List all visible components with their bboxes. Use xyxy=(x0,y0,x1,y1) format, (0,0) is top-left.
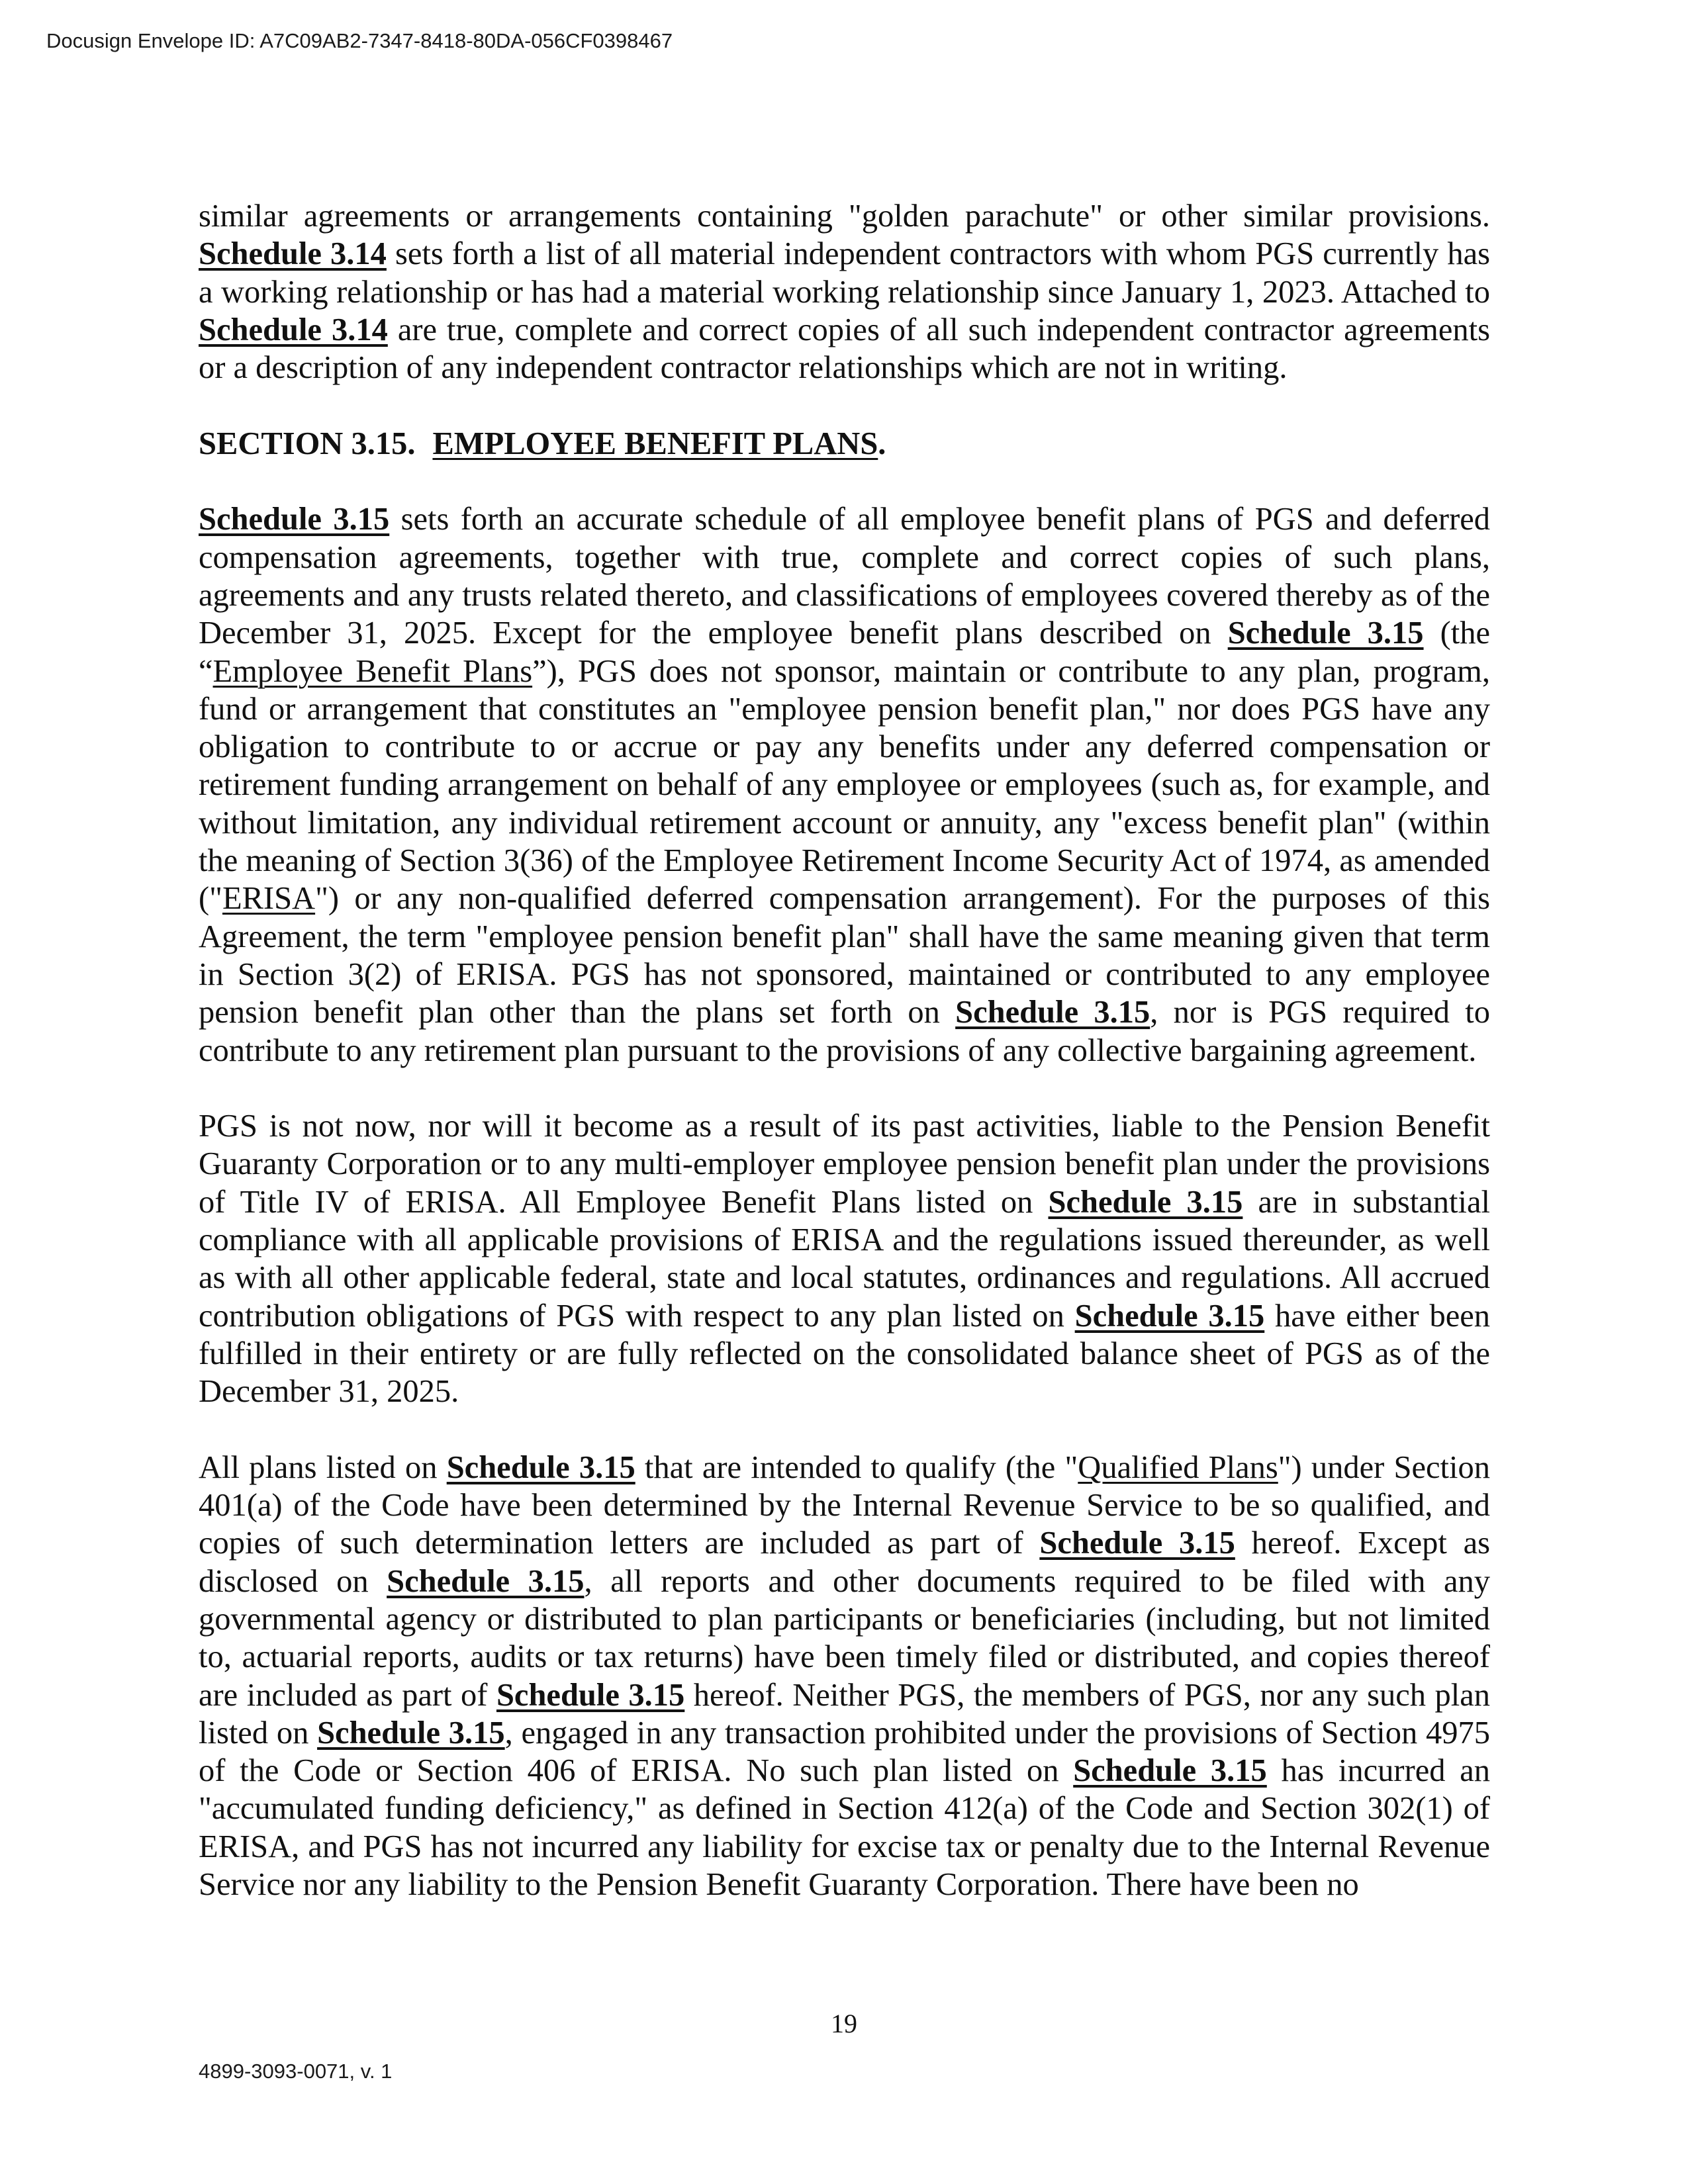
text-segment: , nor is PGS required to contribute to any retirement plan pursuant to the provisions of any collective bargaining agreement. xyxy=(199,995,1490,1068)
schedule-reference: Schedule 3.15 xyxy=(496,1677,685,1713)
section-number: SECTION 3.15. xyxy=(199,426,416,461)
text-segment: hereof. Neither PGS, the members of PGS, nor any such plan listed on xyxy=(199,1677,1490,1751)
text-segment: All plans listed on xyxy=(199,1449,447,1485)
schedule-reference: Schedule 3.15 xyxy=(955,995,1150,1030)
defined-term: Qualified Plans xyxy=(1078,1449,1278,1485)
schedule-reference: Schedule 3.15 xyxy=(446,1449,635,1485)
text-segment: hereof. Except as disclosed on xyxy=(199,1525,1490,1599)
defined-term: Employee Benefit Plans xyxy=(212,653,533,689)
text-segment: ") under Section 401(a) of the Code have been determined by the Internal Revenue Service to be so qualified, and copies of such determination letters are included as part of xyxy=(199,1449,1490,1561)
schedule-reference: Schedule 3.15 xyxy=(1039,1525,1235,1561)
text-segment: sets forth an accurate schedule of all employee benefit plans of PGS and deferred compensation agreements, together with true, complete and correct copies of such plans, agreements and any trusts related thereto, and classifications of employees covered thereby as of the December 31, 2025. Except for the employee benefit plans described on xyxy=(199,502,1491,651)
text-segment: , engaged in any transaction prohibited under the provisions of Section 4975 of the Code or Section 406 of ERISA. No such plan listed on xyxy=(199,1715,1490,1789)
text-segment: , all reports and other documents required to be filed with any governmental agency or distributed to plan participants or beneficiaries (including, but not limited to, actuarial reports, audits or tax returns) have been timely filed or distributed, and copies thereof are included as part of xyxy=(199,1563,1490,1713)
text-segment: are true, complete and correct copies of all such independent contractor agreements or a description of any independent contractor relationships which are not in writing. xyxy=(199,312,1490,386)
text-segment: PGS is not now, nor will it become as a result of its past activities, liable to the Pension Benefit Guaranty Corporation or to any multi-employer employee pension benefit plan under the provisions of Title IV of ERISA. All Employee Benefit Plans listed on xyxy=(199,1109,1490,1220)
section-heading xyxy=(199,425,1490,463)
schedule-reference: Schedule 3.15 xyxy=(199,502,390,537)
section-title-period: . xyxy=(878,426,886,461)
text-segment: (the “ xyxy=(199,615,1490,689)
text-segment: has incurred an "accumulated funding deficiency," as defined in Section 412(a) of the Code and Section 302(1) of ERISA, and PGS has not incurred any liability for excise tax or penalty due to the Internal Revenue Service nor any liability to the Pension Benefit Guaranty Corporation. There have been no xyxy=(199,1753,1491,1903)
defined-term: ERISA xyxy=(222,881,316,917)
paragraph-contractors xyxy=(199,197,1490,387)
text-segment: are in substantial compliance with all applicable provisions of ERISA and the regulations issued thereunder, as well as with all other applicable federal, state and local statutes, ordinances and regulations. All accrued contribution obligations of PGS with respect to any plan listed on xyxy=(199,1184,1491,1334)
text-segment: similar agreements or arrangements containing "golden parachute" or other similar provisions. xyxy=(199,199,1490,234)
paragraph-pbgc-liability xyxy=(199,1107,1490,1410)
paragraph-qualified-plans xyxy=(199,1449,1490,1904)
text-segment: ”), PGS does not sponsor, maintain or contribute to any plan, program, fund or arrangement that constitutes an "employee pension benefit plan," nor does PGS have any obligation to contribute to or accrue or pay any benefits under any deferred compensation or retirement funding arrangement on behalf of any employee or employees (such as, for example, and without limitation, any individual retirement account or annuity, any "excess benefit plan" (within the meaning of Section 3(36) of the Employee Retirement Income Security Act of 1974, as amended (" xyxy=(199,653,1490,917)
schedule-reference: Schedule 3.15 xyxy=(317,1715,505,1751)
schedule-reference: Schedule 3.14 xyxy=(199,312,388,347)
section-title: EMPLOYEE BENEFIT PLANS xyxy=(432,426,878,461)
docusign-envelope-id: Docusign Envelope ID: A7C09AB2-7347-8418-80DA-056CF0398467 xyxy=(46,29,673,52)
text-segment: that are intended to qualify (the " xyxy=(635,1449,1078,1485)
schedule-reference: Schedule 3.14 xyxy=(199,236,387,272)
text-segment: ") or any non-qualified deferred compensation arrangement). For the purposes of this Agreement, the term "employee pension benefit plan" shall have the same meaning given that term in Section 3(2) of ERISA. PGS has not sponsored, maintained or contributed to any employee pension benefit plan other than the plans set forth on xyxy=(199,881,1490,1030)
text-segment: sets forth a list of all material independent contractors with whom PGS currently has a working relationship or has had a material working relationship since January 1, 2023. Attached to xyxy=(199,236,1490,310)
schedule-reference: Schedule 3.15 xyxy=(1227,615,1424,651)
schedule-reference: Schedule 3.15 xyxy=(1074,1298,1265,1334)
text-segment: have either been fulfilled in their entirety or are fully reflected on the consolidated balance sheet of PGS as of the December 31, 2025. xyxy=(199,1298,1490,1410)
page-number: 19 xyxy=(831,2009,857,2038)
document-body xyxy=(199,197,1490,1942)
schedule-reference: Schedule 3.15 xyxy=(1073,1753,1267,1789)
document-id: 4899-3093-0071, v. 1 xyxy=(199,2060,393,2083)
paragraph-benefit-plans xyxy=(199,500,1490,1069)
schedule-reference: Schedule 3.15 xyxy=(1048,1184,1243,1220)
schedule-reference: Schedule 3.15 xyxy=(387,1563,585,1599)
